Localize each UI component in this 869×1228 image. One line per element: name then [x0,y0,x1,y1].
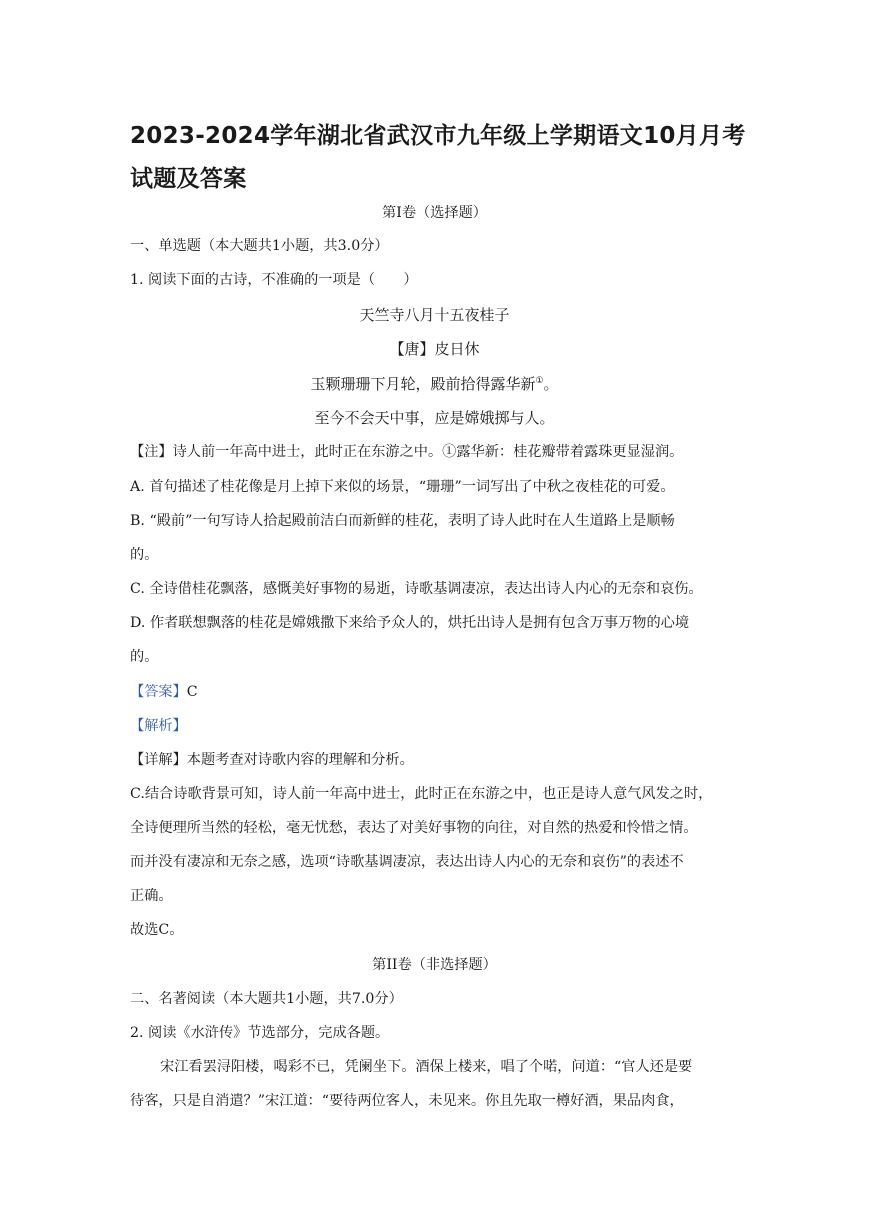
explanation-line-2: 全诗便理所当然的轻松，毫无忧愁，表达了对美好事物的向往，对自然的热爱和怜惜之情。 [130,820,698,836]
poem-note: 【注】诗人前一年高中进士，此时正在东游之中。①露华新：桂花瓣带着露珠更显湿润。 [130,444,684,460]
explanation-line-4: 正确。 [130,888,173,904]
passage-line-2: 待客，只是自消遣？”宋江道：“要待两位客人，未见来。你且先取一樽好酒，果品肉食， [130,1093,684,1109]
explanation-line-1: C.结合诗歌背景可知，诗人前一年高中进士，此时正在东游之中，也正是诗人意气风发之时， [130,786,713,802]
answer-label: 【答案】 [130,684,187,700]
answer-line [130,683,198,701]
detail-line: 【详解】本题考查对诗歌内容的理解和分析。 [130,752,414,768]
option-a: A. 首句描述了桂花像是月上掉下来似的场景，“珊珊”一词写出了中秋之夜桂花的可爱。 [130,479,675,495]
poem-title: 天竺寺八月十五夜桂子 [359,306,510,324]
option-d-line-1: D. 作者联想飘落的桂花是嫦娥撒下来给予众人的，烘托出诗人是拥有包含万事万物的心境 [130,615,690,631]
question-1: 1. 阅读下面的古诗，不准确的一项是（ ） [130,272,418,288]
analysis-label: 【解析】 [130,718,187,734]
option-d-line-2: 的。 [130,649,159,665]
poem-line-1-text: 玉颗珊珊下月轮，殿前拾得露华新 [310,375,536,393]
option-b-line-1: B. “殿前”一句写诗人拾起殿前洁白而新鲜的桂花，表明了诗人此时在人生道路上是顺畅 [130,513,675,529]
poem-author: 【唐】皮日休 [389,340,480,358]
document-title-line-1: 2023-2024学年湖北省武汉市九年级上学期语文10月月考 [130,123,746,149]
passage-line-1: 宋江看罢浔阳楼，喝彩不已，凭阑坐下。酒保上楼来，唱了个喏，问道：“官人还是要 [160,1059,693,1075]
answer-value: C [186,684,198,700]
option-c: C. 全诗借桂花飘落，感慨美好事物的易逝，诗歌基调凄凉，表达出诗人内心的无奈和哀伤。 [130,581,703,597]
poem-line-2: 至今不会天中事，应是嫦娥掷与人。 [314,409,555,427]
footnote-marker: ① [535,376,544,386]
part1-heading: 第I卷（选择题） [382,205,487,221]
option-b-line-2: 的。 [130,547,159,563]
section-single-choice: 一、单选题（本大题共1小题，共3.0分） [130,238,389,254]
part2-heading: 第II卷（非选择题） [372,957,497,973]
document-title-line-2: 试题及答案 [130,166,247,192]
question-2: 2. 阅读《水浒传》节选部分，完成各题。 [130,1025,390,1041]
conclusion-line: 故选C。 [130,922,184,938]
section-classic-reading: 二、名著阅读（本大题共1小题，共7.0分） [130,991,403,1007]
explanation-line-3: 而并没有凄凉和无奈之感，选项“诗歌基调凄凉，表达出诗人内心的无奈和哀伤”的表述不 [130,854,684,870]
poem-line-1-end: 。 [543,375,559,393]
poem-line-1 [0,375,869,393]
